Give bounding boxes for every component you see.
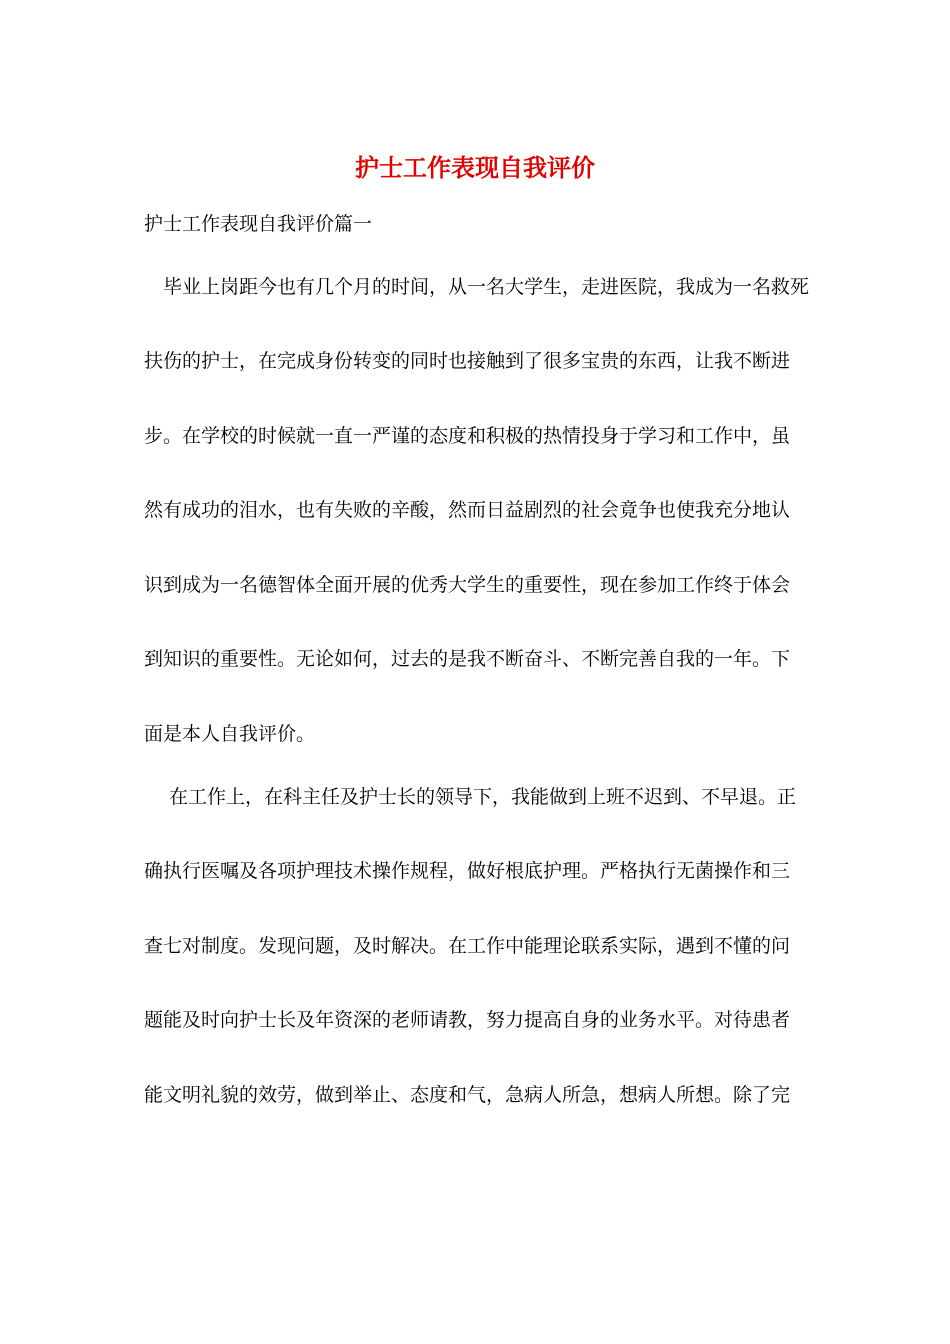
paragraph-line: 查七对制度。发现问题，及时解决。在工作中能理论联系实际，遇到不懂的问 (144, 935, 791, 957)
paragraph-line: 步。在学校的时候就一直一严谨的态度和积极的热情投身于学习和工作中，虽 (144, 425, 791, 447)
paragraph-line: 题能及时向护士长及年资深的老师请教，努力提高自身的业务水平。对待患者 (144, 1009, 791, 1031)
paragraph-line: 识到成为一名德智体全面开展的优秀大学生的重要性，现在参加工作终于体会 (144, 574, 791, 596)
paragraph-line: 确执行医嘱及各项护理技术操作规程，做好根底护理。严格执行无菌操作和三 (144, 860, 791, 882)
paragraph-line: 毕业上岗距今也有几个月的时间，从一名大学生，走进医院，我成为一名救死 (144, 276, 810, 298)
paragraph-line: 面是本人自我评价。 (144, 723, 316, 745)
paragraph-line: 然有成功的泪水，也有失败的辛酸，然而日益剧烈的社会竟争也使我充分地认 (144, 499, 791, 521)
section-heading: 护士工作表现自我评价篇一 (144, 213, 373, 235)
paragraph-line: 在工作上，在科主任及护士长的领导下，我能做到上班不迟到、不早退。正 (144, 786, 797, 808)
paragraph-line: 到知识的重要性。无论如何，过去的是我不断奋斗、不断完善自我的一年。下 (144, 648, 791, 670)
paragraph-line: 扶伤的护士，在完成身份转变的同时也接触到了很多宝贵的东西，让我不断进 (144, 350, 791, 372)
page-title: 护士工作表现自我评价 (355, 153, 595, 182)
paragraph-line: 能文明礼貌的效劳，做到举止、态度和气，急病人所急，想病人所想。除了完 (144, 1084, 791, 1106)
